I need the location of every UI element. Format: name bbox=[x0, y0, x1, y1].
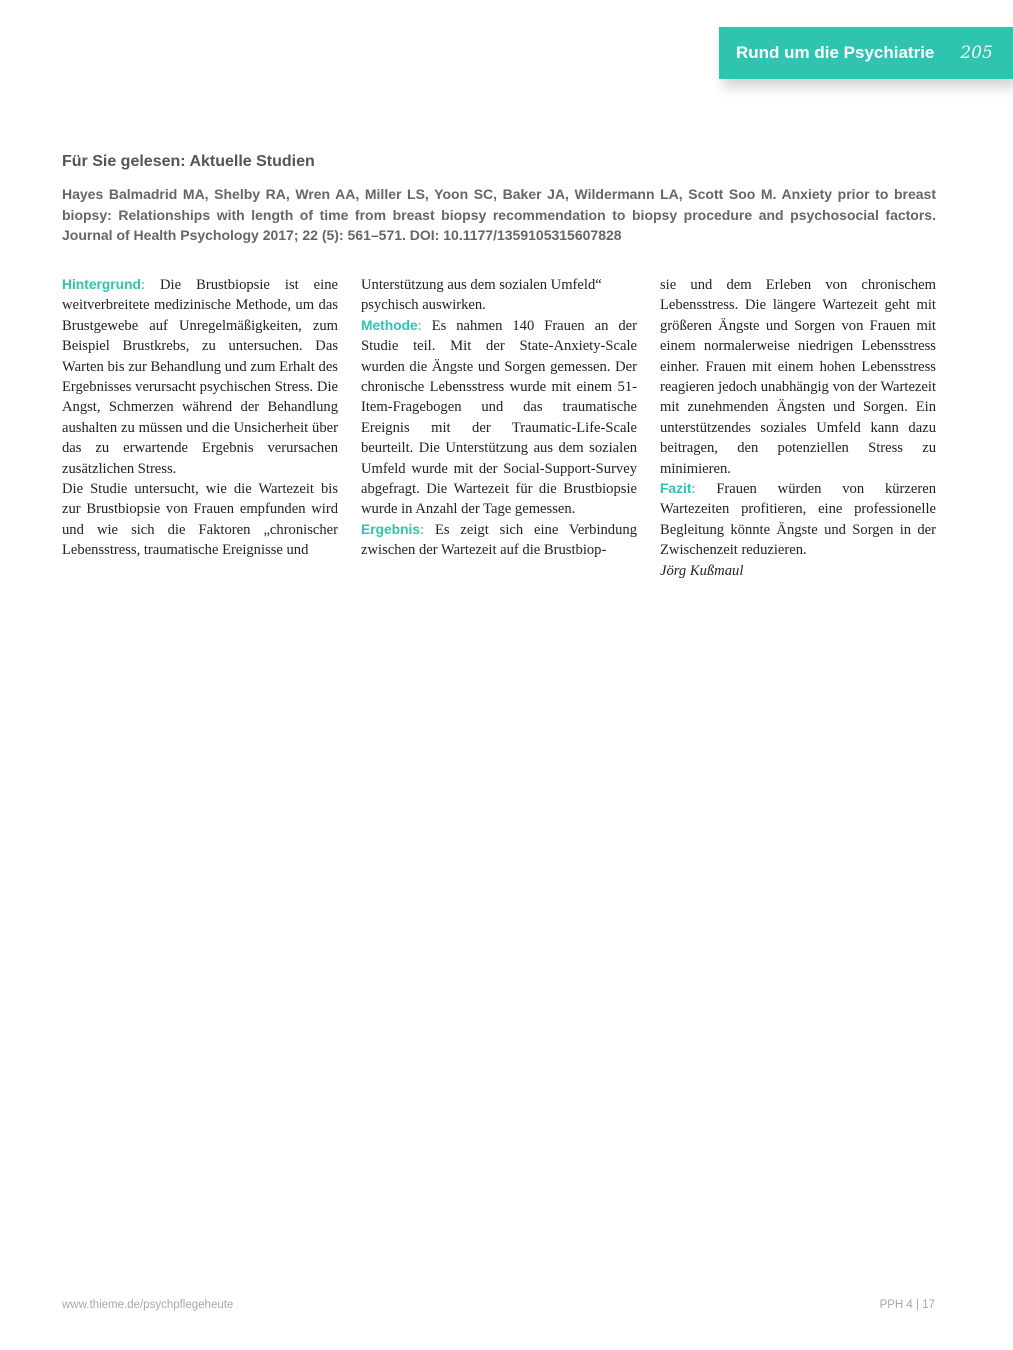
paragraph-text: Es zeigt sich eine Verbindung zwischen der Wartezeit auf die Brustbiop- bbox=[361, 521, 637, 559]
page-number: 205 bbox=[960, 43, 993, 63]
paragraph-text: Frauen würden von kürzeren Wartezeiten profitieren, eine professionelle Begleitung könnte Ängste und Sorgen in der Zwischenzeit reduzieren. bbox=[660, 481, 936, 559]
author-signature bbox=[660, 561, 936, 581]
text-column-2 bbox=[361, 275, 637, 561]
section-title: Rund um die Psychiatrie bbox=[736, 43, 935, 62]
paragraph-hintergrund: Hintergrund: Die Brustbiopsie ist eine weitverbreitete medizinische Methode, um das Brustgewebe auf Unregelmäßigkeiten, zum Beispiel Brustkrebs, zu untersuchen. Das Warten bis zur Behandlung und zum Erhalt des Ergebnisses verursacht psychischen Stress. Die Angst, Schmerzen während der Behandlung aushalten zu müssen und die Unsicherheit über das zu erwartende Ergebnis verursachen zusätzlichen Stress. bbox=[62, 277, 338, 477]
paragraph-continuation bbox=[361, 275, 637, 316]
paragraph-text: Es nahmen 140 Frauen an der Studie teil. Mit der State-Anxiety-Scale wurden die Ängste und Sorgen gemessen. Der chronische Lebensstress wurde mit einem 51-Item-Fragebogen und das traumatische Ereignis mit der Traumatic-Life-Scale beurteilt. Die Unterstützung aus dem sozialen Umfeld wurde mit der Social-Support-Survey abgefragt. Die Wartezeit für die Brustbiopsie wurde in Anzahl der Tage gemessen. bbox=[361, 317, 638, 518]
text-column-1 bbox=[62, 275, 338, 561]
footer-url[interactable]: www.thieme.de/psychpflegeheute bbox=[62, 1299, 234, 1311]
text-column-3 bbox=[660, 275, 936, 581]
paragraph-fazit: Fazit: Frauen würden von kürzeren Wartezeiten profitieren, eine professionelle Begleitung könnte Ängste und Sorgen in der Zwischenzeit reduzieren. bbox=[660, 481, 936, 559]
section-label-ergebnis: Ergebnis bbox=[361, 521, 421, 537]
section-header-tab bbox=[719, 27, 1013, 79]
paragraph-ergebnis-continued bbox=[660, 275, 936, 479]
author-name: Jörg Kußmaul bbox=[660, 562, 744, 579]
article-heading: Für Sie gelesen: Aktuelle Studien bbox=[62, 153, 315, 170]
paragraph-text: Die Studie untersucht, wie die Wartezeit bis zur Brustbiopsie von Frauen empfunden wird und wie sich die Faktoren „chronischer Lebensstress, traumatische Ereignisse und bbox=[62, 481, 338, 559]
section-label-hintergrund: Hintergrund bbox=[62, 277, 141, 292]
paragraph-text: Die Brustbiopsie ist eine weitverbreitete medizinische Methode, um das Brustgewebe auf Unregelmäßigkeiten, zum Beispiel Brustkrebs, zu untersuchen. Das Warten bis zur Behandlung und zum Erhalt des Ergebnisses verursacht psychischen Stress. Die Angst, Schmerzen während der Behandlung aushalten zu müssen und die Unsicherheit über das zu erwartende Ergebnis verursachen zusätzlichen Stress. bbox=[62, 277, 338, 477]
paragraph-ergebnis: Ergebnis: Es zeigt sich eine Verbindung zwischen der Wartezeit auf die Brustbiop- bbox=[361, 521, 637, 559]
section-label-fazit: Fazit bbox=[660, 481, 692, 497]
paragraph-text: Unterstützung aus dem sozialen Umfeld“ psychisch auswirken. bbox=[361, 277, 602, 314]
paragraph-methode: Methode: Es nahmen 140 Frauen an der Studie teil. Mit der State-Anxiety-Scale wurden die Ängste und Sorgen gemessen. Der chronische Lebensstress wurde mit einem 51-Item-Fragebogen und das traumatische Ereignis mit der Traumatic-Life-Scale beurteilt. Die Unterstützung aus dem sozialen Umfeld wurde mit der Social-Support-Survey abgefragt. Die Wartezeit für die Brustbiopsie wurde in Anzahl der Tage gemessen. bbox=[361, 317, 638, 518]
footer-issue: PPH 4 | 17 bbox=[879, 1299, 935, 1311]
article-citation: Hayes Balmadrid MA, Shelby RA, Wren AA, Miller LS, Yoon SC, Baker JA, Wildermann LA, Scott Soo M. Anxiety prior to breast biopsy: Relationships with length of time from breast biopsy recommendation to biopsy procedure and psychosocial factors. Journal of Health Psychology 2017; 22 (5): 561–571. DOI: 10.1177/1359105315607828 bbox=[62, 186, 936, 243]
paragraph-studie bbox=[62, 479, 338, 561]
paragraph-text: sie und dem Erleben von chronischem Lebensstress. Die längere Wartezeit geht mit größeren Ängste und Sorgen von Frauen mit einem normalerweise niedrigen Lebensstress einher. Frauen mit einem hohen Lebensstress reagieren jedoch unabhängig von der Wartezeit mit zunehmenden Ängsten und Sorgen. Ein unterstützendes soziales Umfeld kann dazu beitragen, den potenziellen Stress zu minimieren. bbox=[660, 277, 936, 477]
section-label-methode: Methode bbox=[361, 317, 418, 333]
